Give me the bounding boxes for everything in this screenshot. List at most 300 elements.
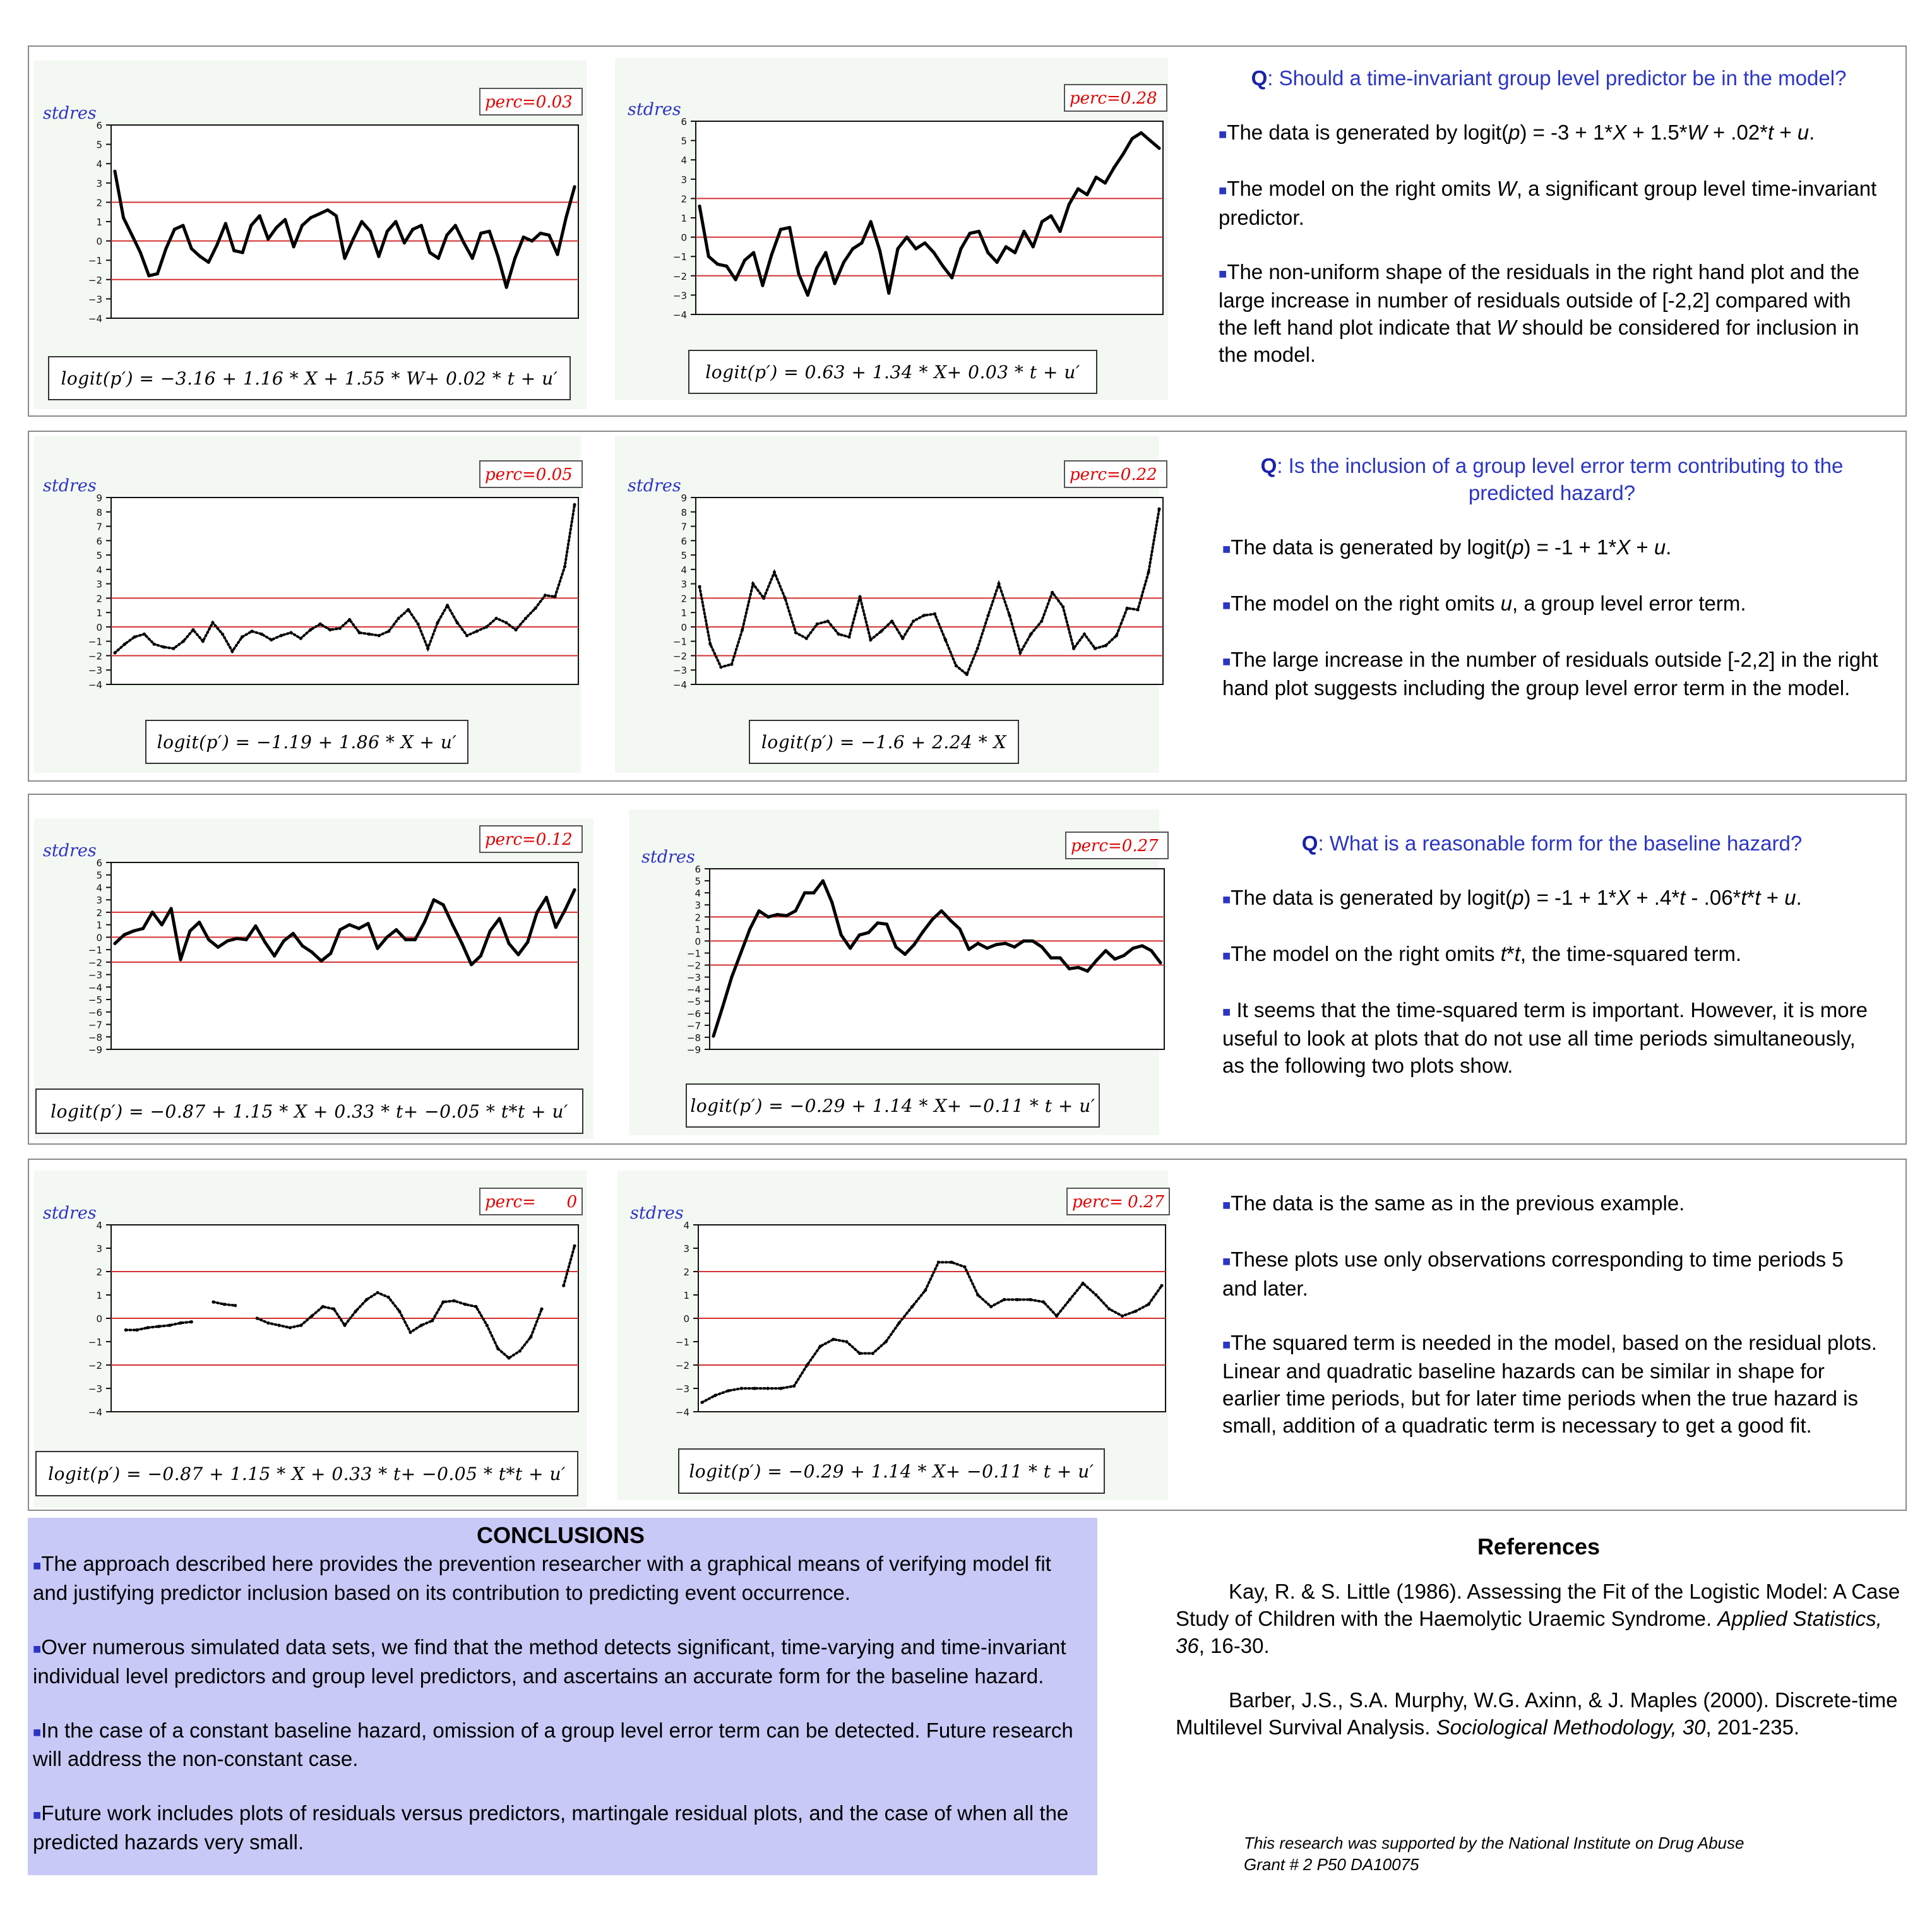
perc-label: perc=0.05	[485, 465, 573, 484]
residual-point	[463, 1303, 467, 1306]
residual-point	[404, 938, 407, 941]
residual-plot	[624, 1188, 1179, 1428]
bullet-item: ■The model on the right omits u, a group level error term.	[1222, 591, 1746, 615]
residual-point	[816, 623, 819, 626]
residual-point	[179, 958, 182, 961]
residual-point	[474, 1305, 477, 1308]
y-tick-label: 3	[96, 1243, 102, 1255]
residual-point	[280, 634, 283, 637]
residual-point	[507, 942, 510, 945]
y-tick-label: −1	[88, 945, 102, 957]
residual-point	[779, 1386, 782, 1390]
residual-point	[1131, 137, 1134, 140]
residual-point	[211, 621, 214, 624]
perc-label: perc=	[485, 1193, 536, 1212]
residual-point	[725, 265, 728, 268]
residual-point	[1123, 954, 1126, 957]
residual-point	[496, 1347, 499, 1351]
residual-point	[997, 582, 1000, 585]
y-tick-label: 7	[96, 521, 102, 533]
residual-point	[329, 952, 332, 955]
residual-point	[1134, 1309, 1137, 1313]
residual-point	[266, 1321, 270, 1325]
residual-point	[462, 241, 465, 244]
plot-frame	[696, 121, 1163, 314]
residual-point	[328, 628, 331, 631]
residual-point	[172, 647, 175, 650]
residual-point	[812, 891, 815, 895]
residual-point	[1083, 633, 1086, 636]
residual-point	[318, 212, 321, 215]
residual-point	[554, 926, 558, 929]
y-tick-label: −2	[88, 650, 102, 662]
y-tick-label: 9	[681, 492, 687, 504]
residual-point	[819, 1345, 822, 1348]
residual-point	[352, 237, 355, 241]
residual-point	[940, 909, 943, 912]
residual-point	[1076, 966, 1080, 969]
bullet-item: ■The model on the right omits W, a significant group level time-invariant predictor.	[1219, 176, 1877, 229]
residual-point	[441, 1301, 444, 1304]
y-tick-label: 9	[96, 492, 102, 504]
y-axis-label: stdres	[43, 841, 97, 861]
residual-point	[833, 282, 837, 285]
residual-point	[357, 927, 361, 930]
reference-item: Kay, R. & S. Little (1986). Assessing the Fit of the Logistic Model: A Case Study of Children with the Haemolytic Uraemic Syndrome. Applied Statistics, 36, 16-30.	[1176, 1580, 1900, 1657]
residual-point	[758, 909, 761, 912]
residual-point	[451, 923, 454, 926]
residual-point	[707, 255, 710, 258]
y-tick-label: 4	[695, 888, 701, 900]
y-tick-label: −2	[88, 957, 102, 969]
residual-point	[837, 633, 840, 636]
y-tick-label: 2	[96, 197, 102, 209]
question-prefix: Q	[1260, 454, 1277, 477]
residual-point	[188, 929, 191, 933]
y-tick-label: 1	[683, 1290, 689, 1301]
residual-point	[869, 638, 872, 641]
residual-point	[1068, 967, 1071, 970]
residual-point	[1147, 571, 1150, 574]
residual-point	[897, 1321, 900, 1325]
residual-point	[282, 939, 285, 943]
residual-point	[803, 891, 806, 895]
residual-point	[181, 224, 184, 227]
residual-point	[976, 647, 979, 650]
residual-point	[752, 251, 755, 254]
y-tick-label: 4	[96, 564, 102, 576]
residual-point	[436, 621, 439, 624]
residual-point	[170, 907, 173, 910]
residual-point	[164, 247, 167, 250]
residual-point	[969, 232, 972, 235]
residual-point	[987, 614, 990, 617]
model-formula: logit(p′) = −0.29 + 1.14 * X+ −0.11 * t + u′	[686, 1083, 1100, 1128]
y-tick-label: 2	[683, 1267, 689, 1278]
residual-point	[1049, 957, 1052, 960]
residual-point	[1051, 591, 1054, 594]
residual-point	[201, 640, 205, 643]
y-tick-label: 3	[681, 174, 687, 186]
y-tick-label: −1	[672, 636, 687, 648]
y-axis-label: stdres	[641, 847, 695, 867]
residual-point	[716, 263, 719, 266]
residual-point	[378, 634, 381, 637]
math-symbol: u	[1797, 121, 1810, 144]
math-symbol: W	[1496, 316, 1517, 340]
chart-svg	[621, 85, 1177, 331]
references-title: References	[1477, 1534, 1601, 1559]
bullet-item: ■ It seems that the time-squared term is important. However, it is more useful to look at plots that do not use all time periods simultaneously, as the following two plots show.	[1222, 998, 1868, 1078]
residual-point	[224, 222, 227, 225]
math-symbol: W	[1687, 121, 1707, 144]
bullet-item: ■The data is generated by logit(p) = -1 + 1*X + u.	[1222, 535, 1672, 559]
residual-point	[182, 640, 185, 643]
residual-point	[522, 236, 525, 239]
y-tick-label: 2	[96, 1267, 102, 1278]
residual-point	[730, 975, 733, 979]
y-tick-label: −5	[686, 996, 701, 1008]
residual-point	[1086, 970, 1089, 973]
residual-point	[751, 582, 754, 585]
residual-point	[369, 230, 372, 233]
residual-point	[319, 623, 322, 626]
y-tick-label: 0	[681, 621, 687, 633]
residual-point	[876, 921, 880, 924]
residual-point	[1121, 1315, 1124, 1318]
residual-point	[530, 239, 534, 242]
math-symbol: X	[1616, 535, 1631, 559]
residual-point	[232, 249, 236, 252]
residual-point	[794, 631, 797, 634]
residual-point	[1121, 152, 1124, 155]
perc-label: perc=0.28	[1070, 89, 1157, 108]
plot-frame	[111, 498, 578, 684]
residual-point	[967, 948, 970, 951]
residual-point	[190, 1320, 193, 1323]
y-tick-label: 0	[695, 936, 701, 948]
residual-point	[326, 208, 329, 212]
residual-plot	[37, 461, 592, 701]
residual-point	[963, 1265, 966, 1268]
y-tick-label: −2	[672, 650, 687, 662]
question-heading	[1219, 64, 1879, 92]
residual-point	[1068, 203, 1071, 206]
residual-point	[332, 1308, 335, 1311]
residual-point	[299, 1324, 302, 1327]
residual-point	[700, 1401, 703, 1404]
y-tick-label: 3	[96, 177, 102, 189]
residual-point	[1022, 230, 1025, 233]
residual-point	[1031, 939, 1034, 943]
residual-point	[432, 898, 436, 902]
residual-point	[1104, 949, 1107, 952]
y-tick-label: −4	[88, 982, 102, 994]
math-symbol: t	[1500, 941, 1506, 965]
residual-point	[1058, 230, 1061, 233]
residual-point	[529, 1335, 532, 1339]
residual-point	[123, 643, 126, 646]
row-description	[1222, 830, 1881, 1106]
math-symbol: W	[1496, 176, 1517, 200]
y-tick-label: 3	[695, 900, 701, 912]
residual-point	[806, 1363, 809, 1366]
y-axis-label: stdres	[628, 100, 681, 119]
residual-point	[922, 930, 925, 933]
y-tick-label: −2	[88, 1360, 102, 1371]
residual-point	[395, 928, 398, 931]
residual-point	[1061, 605, 1064, 608]
residual-plot	[37, 88, 592, 335]
residual-point	[785, 914, 788, 917]
question-text: : What is a reasonable form for the baseline hazard?	[1318, 832, 1803, 855]
y-tick-label: −9	[88, 1044, 102, 1056]
residual-point	[420, 224, 423, 227]
residual-point	[249, 224, 253, 227]
y-tick-label: 0	[683, 1313, 689, 1325]
residual-point	[504, 621, 508, 624]
residual-point	[912, 943, 915, 946]
y-tick-label: −3	[686, 972, 701, 984]
math-symbol: t	[1741, 886, 1747, 909]
math-symbol: X	[1613, 121, 1627, 144]
residual-point	[453, 1299, 456, 1303]
bullet-item: ■The data is generated by logit(p) = -3 + 1*X + 1.5*W + .02*t + u.	[1219, 121, 1815, 144]
residual-point	[310, 951, 313, 954]
residual-point	[698, 205, 701, 208]
y-tick-label: 1	[96, 919, 102, 931]
residual-point	[513, 257, 516, 260]
residual-point	[806, 294, 809, 297]
y-tick-label: 1	[681, 607, 687, 619]
residual-point	[437, 257, 440, 260]
residual-point	[132, 929, 135, 933]
math-symbol: p	[1508, 121, 1520, 144]
residual-point	[270, 638, 273, 641]
math-symbol: t	[1768, 121, 1774, 144]
row-description	[1222, 1190, 1881, 1466]
residual-point	[365, 1298, 368, 1301]
residual-point	[858, 933, 861, 936]
residual-point	[1107, 1308, 1111, 1311]
residual-point	[539, 232, 542, 235]
residual-point	[958, 927, 962, 931]
residual-point	[890, 619, 893, 623]
y-tick-label: −4	[88, 1407, 102, 1418]
residual-point	[301, 945, 304, 948]
residual-point	[505, 285, 508, 289]
y-tick-label: 2	[681, 593, 687, 605]
residual-point	[779, 228, 782, 231]
y-tick-label: −4	[675, 1407, 689, 1418]
bullet-item: ■The large increase in the number of residuals outside [-2,2] in the right hand plot suggests including the group level error term in the model.	[1222, 647, 1878, 700]
y-tick-label: −2	[672, 270, 687, 282]
residual-point	[191, 628, 194, 631]
residual-point	[830, 901, 833, 904]
question-prefix: Q	[1251, 66, 1268, 90]
reference-item: Barber, J.S., S.A. Murphy, W.G. Axinn, & J. Maples (2000). Discrete-time Multilevel Survival Analysis. Sociological Methodology, 30, 201-235.	[1176, 1688, 1898, 1739]
y-tick-label: 2	[96, 593, 102, 605]
residual-point	[343, 257, 346, 260]
math-symbol: u	[1654, 535, 1666, 559]
y-tick-label: −2	[675, 1360, 689, 1371]
residual-point	[263, 941, 266, 944]
residual-point	[748, 927, 751, 931]
residual-point	[1159, 961, 1162, 964]
residual-point	[234, 1304, 237, 1307]
residual-point	[562, 1284, 565, 1287]
y-tick-label: 6	[681, 116, 687, 128]
residual-point	[845, 1340, 848, 1343]
residual-point	[788, 226, 791, 229]
residual-point	[423, 921, 426, 924]
y-tick-label: −2	[686, 960, 701, 972]
residual-point	[207, 938, 210, 941]
y-tick-label: −1	[686, 948, 701, 960]
residual-point	[299, 637, 302, 640]
residual-point	[445, 234, 448, 237]
residual-point	[977, 230, 981, 233]
residual-point	[292, 245, 295, 248]
chart-svg	[621, 461, 1177, 701]
residual-point	[244, 938, 247, 941]
residual-point	[712, 1034, 715, 1037]
y-tick-label: 6	[96, 857, 102, 869]
residual-point	[198, 921, 201, 924]
residual-point	[743, 259, 746, 262]
residual-point	[470, 963, 473, 966]
residual-point	[792, 1385, 796, 1388]
perc-label: perc=0.22	[1070, 465, 1157, 484]
math-symbol: p	[1512, 886, 1524, 909]
residual-point	[698, 585, 701, 588]
residual-point	[563, 565, 566, 568]
residual-point	[573, 1244, 576, 1248]
residual-point	[1160, 1284, 1163, 1287]
residual-point	[1003, 1298, 1006, 1301]
residual-point	[941, 265, 945, 268]
y-axis-label: stdres	[43, 476, 97, 496]
y-tick-label: −6	[88, 1006, 102, 1018]
y-tick-label: −7	[88, 1019, 102, 1031]
y-tick-label: 0	[96, 236, 102, 247]
residual-point	[420, 1324, 423, 1327]
residual-point	[534, 607, 537, 610]
y-tick-label: 5	[695, 876, 701, 888]
residual-point	[518, 1349, 522, 1352]
bullet-icon: ■	[1222, 1253, 1231, 1269]
y-tick-label: −3	[88, 294, 102, 306]
y-tick-label: 2	[96, 907, 102, 919]
residual-point	[156, 272, 159, 275]
residual-point	[411, 228, 414, 231]
y-tick-label: 3	[681, 578, 687, 590]
residual-point	[417, 623, 420, 626]
residual-point	[1055, 1315, 1058, 1318]
y-tick-label: −4	[88, 679, 102, 691]
residual-point	[1040, 619, 1043, 623]
residual-point	[168, 1324, 171, 1327]
model-formula: logit(p′) = −0.87 + 1.15 * X + 0.33 * t+ −0.05 * t*t + u′	[35, 1088, 583, 1134]
bullet-icon: ■	[33, 1640, 42, 1657]
residual-point	[1104, 644, 1107, 647]
bullet-icon: ■	[1222, 1003, 1231, 1020]
math-symbol: t	[1755, 886, 1761, 909]
conclusion-item: ■The approach described here provides the prevention researcher with a graphical means of verifying model fit and justifying predictor inclusion based on its contribution to predicting event occurrence.	[33, 1552, 1051, 1604]
residual-point	[912, 619, 915, 623]
residual-point	[152, 643, 155, 646]
residual-point	[821, 880, 825, 883]
residual-point	[139, 251, 142, 254]
residual-point	[1041, 945, 1044, 948]
residual-point	[516, 953, 520, 956]
residual-point	[766, 915, 770, 919]
model-formula: logit(p′) = −1.19 + 1.86 * X + u′	[145, 720, 468, 764]
residual-point	[426, 647, 429, 650]
y-tick-label: −1	[88, 636, 102, 648]
y-tick-label: −8	[88, 1032, 102, 1044]
residual-point	[241, 251, 244, 254]
bullet-icon: ■	[33, 1724, 42, 1740]
residual-point	[573, 503, 576, 506]
y-tick-label: −3	[672, 290, 687, 302]
residual-point	[1018, 651, 1022, 654]
residual-point	[1029, 633, 1032, 636]
y-tick-label: 4	[681, 155, 687, 167]
residual-point	[727, 1389, 730, 1392]
residual-point	[944, 638, 947, 641]
residual-point	[223, 1303, 226, 1306]
residual-point	[847, 635, 850, 638]
residual-point	[301, 224, 304, 227]
residual-point	[1104, 181, 1107, 184]
y-tick-label: 5	[681, 135, 687, 147]
residual-point	[495, 617, 498, 620]
bullet-icon: ■	[1222, 653, 1231, 669]
residual-point	[221, 633, 224, 636]
residual-point	[741, 628, 744, 631]
bullet-icon: ■	[1222, 597, 1231, 613]
residual-point	[398, 1309, 401, 1313]
residual-point	[122, 933, 126, 936]
chart-svg	[37, 461, 592, 701]
residual-point	[266, 237, 270, 241]
bullet-item: ■These plots use only observations corresponding to time periods 5 and later.	[1222, 1247, 1844, 1300]
residual-point	[338, 928, 342, 931]
residual-point	[173, 228, 176, 231]
y-tick-label: 2	[681, 193, 687, 205]
residual-point	[1076, 188, 1080, 191]
residual-point	[553, 595, 556, 599]
conclusions-box	[28, 1518, 1097, 1875]
bullet-icon: ■	[1222, 540, 1231, 557]
residual-plot	[621, 85, 1177, 331]
residual-point	[867, 931, 870, 934]
residual-point	[914, 247, 917, 250]
y-tick-label: 5	[681, 550, 687, 562]
y-tick-label: 1	[681, 213, 687, 224]
bullet-item: ■The model on the right omits t*t, the time-squared term.	[1222, 941, 1742, 965]
residual-point	[1147, 1303, 1150, 1306]
conclusions-title: CONCLUSIONS	[476, 1522, 645, 1548]
conclusion-item: ■In the case of a constant baseline hazard, omission of a group level error term can be detected. Future research will address the non-constant case.	[33, 1718, 1073, 1771]
residual-point	[1113, 957, 1116, 960]
y-tick-label: 3	[96, 895, 102, 907]
residual-point	[713, 1394, 717, 1397]
y-tick-label: −1	[88, 255, 102, 267]
residual-point	[258, 214, 261, 217]
residual-point	[133, 635, 136, 638]
